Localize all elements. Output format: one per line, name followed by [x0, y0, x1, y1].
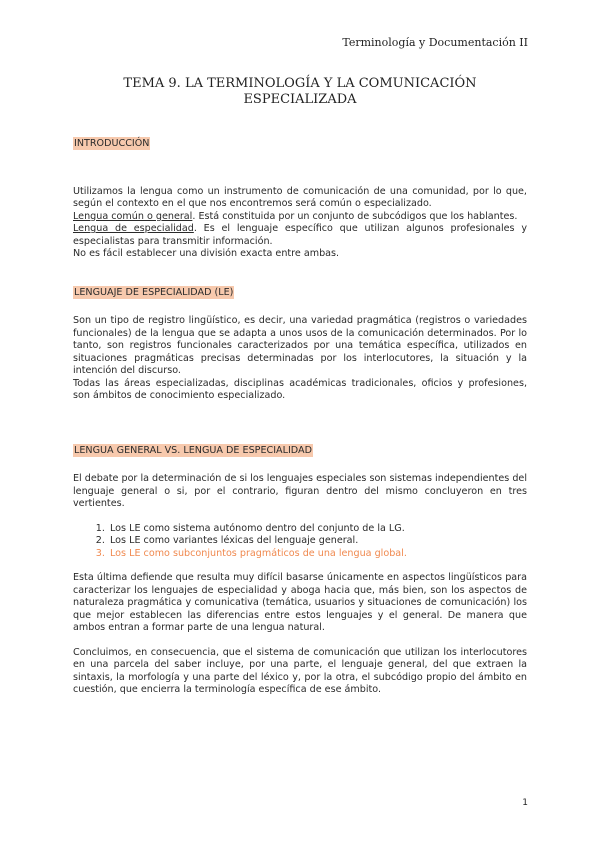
term-lengua-especialidad: Lengua de especialidad — [73, 223, 194, 234]
section-heading-intro — [73, 138, 527, 151]
term-lengua-comun: Lengua común o general — [73, 210, 193, 222]
intro-paragraph — [73, 186, 527, 261]
page-number: 1 — [522, 798, 528, 808]
list-item: 2. Los LE como variantes léxicas del lenguaje general. — [108, 535, 527, 548]
vertientes-list — [73, 523, 527, 561]
section-heading-lg-vs-le — [73, 445, 527, 458]
running-header: Terminología y Documentación II — [342, 36, 528, 49]
le-heading-text: LENGUAJE DE ESPECIALIDAD (LE) — [74, 286, 234, 298]
page-title — [110, 76, 490, 108]
title-line-1: TEMA 9. LA TERMINOLOGÍA Y LA COMUNICACIÓN — [123, 76, 477, 91]
list-item-highlighted: 3. Los LE como subconjuntos pragmáticos de una lengua global. — [108, 548, 527, 561]
lg-vs-le-heading-text: LENGUA GENERAL VS. LENGUA DE ESPECIALIDAD — [74, 444, 312, 456]
intro-heading-text: INTRODUCCIÓN — [74, 138, 150, 149]
intro-p1: Utilizamos la lengua como un instrumento de comunicación de una comunidad, por lo que, según el contexto en el que nos encontremos será común o especializado. — [73, 185, 527, 209]
intro-p-last: No es fácil establecer una división exacta entre ambas. — [73, 248, 340, 259]
title-line-2: ESPECIALIZADA — [243, 92, 357, 107]
le-p1: Son un tipo de registro lingüístico, es decir, una variedad pragmática (registros o variedades funcionales) de la lengua que se adapta a unos usos de la comunicación determinados. Por lo tanto, son registros funcionales caracterizados por una temática específica, utilizados en situaciones pragmáticas precisas determinadas por los interlocutores, la situación y la intención del discurso. — [73, 315, 527, 376]
le-p2: Todas las áreas especializadas, disciplinas académicas tradicionales, oficios y profesiones, son ámbitos de conocimiento especializado. — [73, 377, 527, 401]
def-lengua-comun: . Está constituida por un conjunto de subcódigos que los hablantes. — [192, 210, 518, 222]
lg-vs-le-p2: Esta última defiende que resulta muy difícil basarse únicamente en aspectos lingüísticos para caracterizar los lenguajes de especialidad y aboga hacia que, más bien, son los aspectos de naturaleza pragmática y comunicativa (temática, usuarios y situaciones de comunicación) los que mejor establecen las diferencias entre estos lenguajes y el general. De manera que ambos entran a formar parte de una lengua natural. — [73, 572, 527, 633]
document-body — [73, 138, 527, 697]
lg-vs-le-p1: El debate por la determinación de si los lenguajes especiales son sistemas independientes del lenguaje general o si, por el contrario, figuran dentro del mismo concluyeron en tres vertientes. — [73, 473, 527, 509]
lg-vs-le-p3: Concluimos, en consecuencia, que el sistema de comunicación que utilizan los interlocutores en una parcela del saber incluye, por una parte, el lenguaje general, del que extraen la sintaxis, la morfología y una parte del léxico y, por la otra, el subcódigo propio del ámbito en cuestión, que encierra la terminología específica de ese ámbito. — [73, 646, 527, 695]
section-heading-le — [73, 287, 527, 300]
list-item: 1. Los LE como sistema autónomo dentro del conjunto de la LG. — [108, 523, 527, 536]
le-paragraph — [73, 315, 527, 403]
def-lengua-especialidad: . Es el lenguaje específico que utilizan algunos profesionales y especialistas para transmitir información. — [73, 223, 527, 247]
